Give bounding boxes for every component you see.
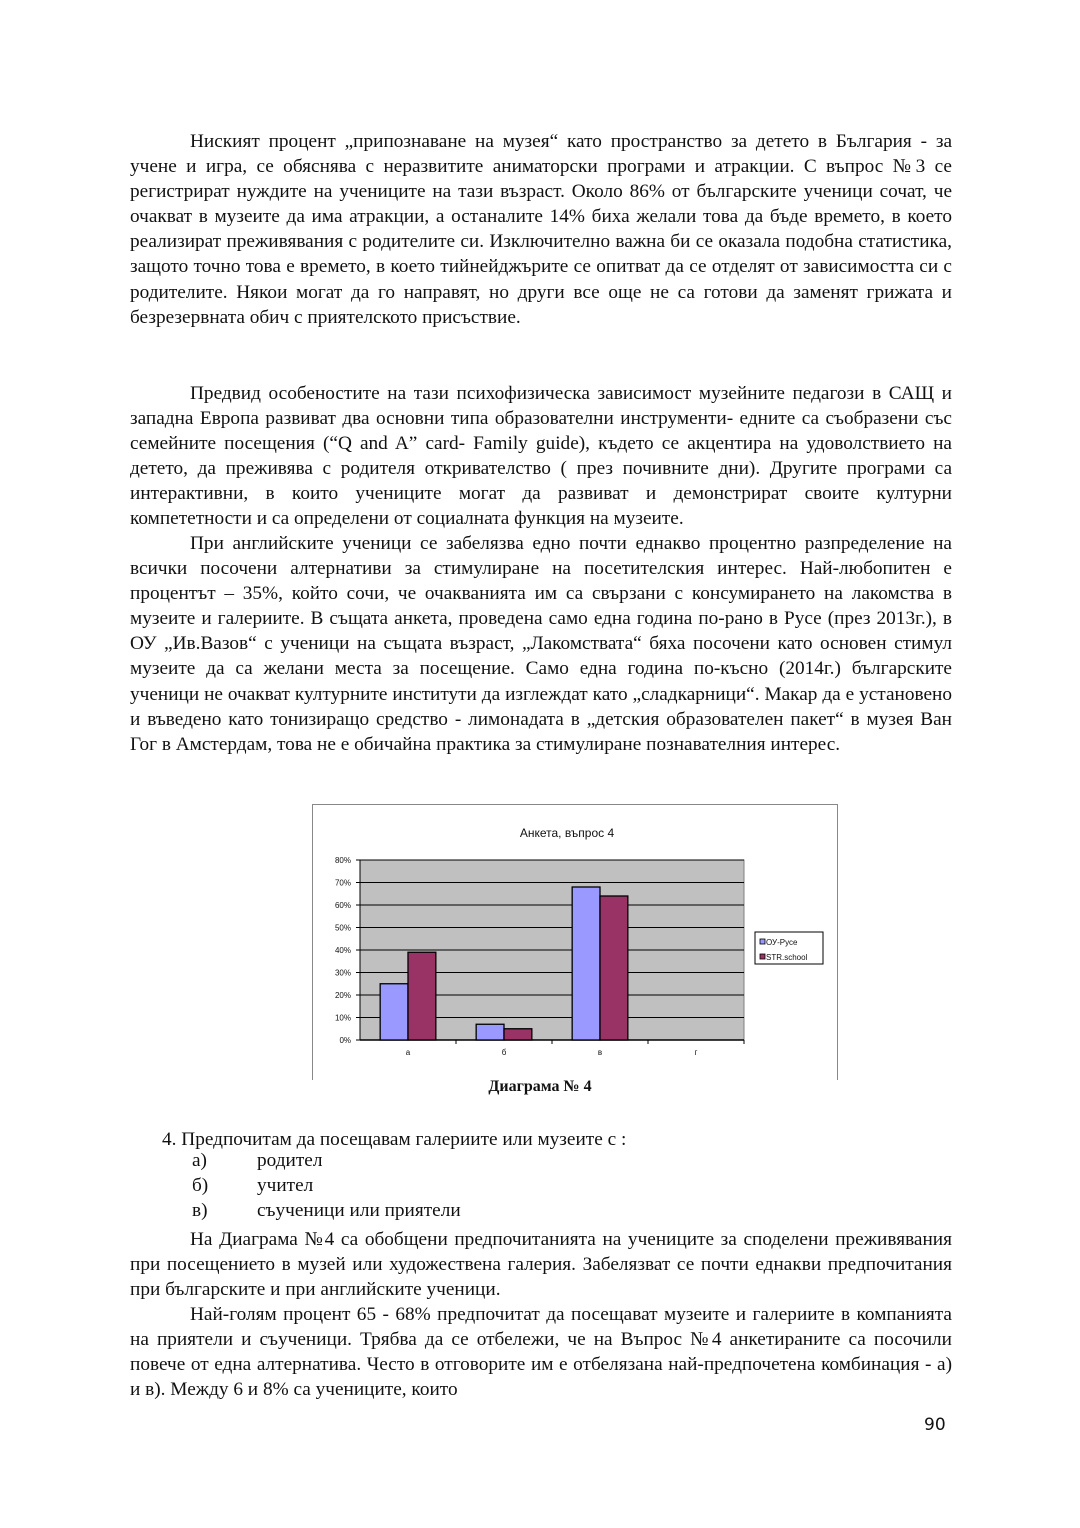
y-tick-label: 40% [334, 946, 351, 955]
legend-swatch [760, 954, 765, 959]
option-value: учител [257, 1175, 314, 1196]
paragraph-5-text: Най-голям процент 65 - 68% предпочитат да посещават музеите и галериите в компанията на приятели и съученици. Трябва да се отбележи, че на Въпрос №4 анкетираните са посочили повече от една алтернатива. Често в отговорите им е отбелязана най-предпочетена комбинация - а) и в). Между 6 и 8% са учениците, които [130, 1304, 952, 1401]
bar-chart [312, 804, 838, 1080]
paragraph-2 [130, 381, 952, 532]
y-tick-label: 80% [334, 856, 351, 865]
paragraph-4-text: На Диаграма №4 са обобщени предпочитанията на учениците за споделени преживявания при посещението в музей или художествена галерия. Забелязват се почти еднакви предпочитания при българските и при английските ученици. [130, 1229, 952, 1301]
legend-swatch [760, 939, 765, 944]
bar-ОУ-Русе-в [572, 887, 600, 1040]
paragraph-1-text: Ниският процент „припознаване на музея“ като пространство за детето в България - за учене и игра, се обяснява с неразвитите аниматорски програми и атракции. С въпрос №3 се регистрират нуждите на учениците на тази възраст. Около 86% от българските ученици сочат, че очакват в музеите да има атракции, а останалите 14% биха желали това да бъде времето, в което реализират преживявания с родителите си. Изключително важна би се оказала подобна статистика, защото точно това е времето, в което тийнейджърите се опитват да се отделят от зависимостта си с родителите. Някои могат да го направят, но други все още не са готови да заменят грижата и безрезервната обич с приятелското присъствие. [130, 131, 952, 328]
bar-STR.school-в [600, 896, 628, 1040]
y-tick-label: 60% [334, 901, 351, 910]
chart-svg [313, 805, 837, 1080]
bar-STR.school-б [504, 1029, 532, 1040]
chart-title: Анкета, въпрос 4 [519, 826, 615, 840]
paragraph-1 [130, 129, 952, 330]
y-tick-label: 30% [334, 968, 351, 978]
x-tick-label: б [501, 1048, 507, 1057]
bar-ОУ-Русе-б [476, 1024, 504, 1040]
paragraph-3 [130, 531, 952, 757]
x-tick-label: г [694, 1048, 698, 1057]
paragraph-3-text: При английските ученици се забелязва едно почти еднакво процентно разпределение на всички посочени алтернативи за стимулиране на посетителския интерес. Най-любопитен е процентът – 35%, който сочи, че очакванията им са свързани с консумирането на лакомства в музеите и галериите. В същата анкета, проведена само една година по-рано в Русе (през 2013г.), в ОУ „Ив.Вазов“ с ученици на същата възраст, „Лакомствата“ бяха посочени като основен стимул музеите да са желани места за посещение. Само една година по-късно (2014г.) българските ученици не очакват културните институти да изглеждат като „сладкарници“. Макар да е установено и въведено като тонизиращо средство - лимонадата в „детския образователен пакет“ в музея Ван Гог в Амстердам, това не е обичайна практика за стимулиране познавателния интерес. [130, 533, 952, 755]
bar-ОУ-Русе-а [380, 984, 408, 1040]
bar-STR.school-а [408, 952, 436, 1040]
option-value: съученици или приятели [257, 1200, 461, 1221]
page-number: 90 [924, 1415, 946, 1435]
y-tick-label: 50% [334, 923, 351, 933]
y-tick-label: 20% [334, 991, 351, 1000]
option-value: родител [257, 1150, 323, 1171]
y-tick-label: 70% [334, 878, 351, 888]
option-label: а) [192, 1150, 207, 1171]
option-label: в) [192, 1200, 208, 1221]
legend-label: ОУ-Русе [766, 938, 798, 947]
x-tick-label: а [405, 1048, 411, 1057]
chart-caption: Диаграма № 4 [488, 1078, 592, 1095]
legend-label: STR.school [766, 953, 808, 962]
survey-question: 4. Предпочитам да посещавам галериите или музеите с : [162, 1129, 627, 1150]
y-tick-label: 10% [334, 1013, 351, 1023]
paragraph-2-text: Предвид особеностите на тази психофизическа зависимост музейните педагози в САЩ и западна Европа развиват два основни типа образователни инструменти- едните са съобразени със семейните посещения (“Q and A” card- Family guide), където се акцентира на удоволствието на детето, да преживява с родителя откривателство ( през почивните дни). Другите програми са интерактивни, в които учениците могат да развиват и демонстрират своите културни компететности и са определени от социалната функция на музеите. [130, 383, 952, 530]
x-tick-label: в [597, 1048, 603, 1057]
paragraph-4 [130, 1227, 952, 1302]
y-tick-label: 0% [339, 1036, 351, 1045]
paragraph-5 [130, 1302, 952, 1402]
option-label: б) [192, 1175, 209, 1196]
